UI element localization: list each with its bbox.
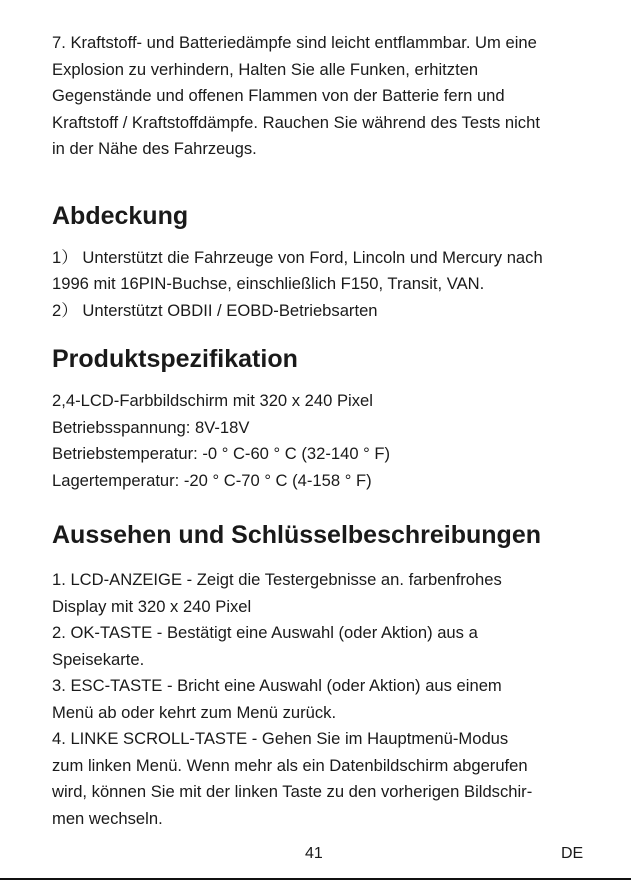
key-description-line: 4. LINKE SCROLL-TASTE - Gehen Sie im Hauptmenü-Modus: [52, 729, 509, 748]
key-description-line: 1. LCD-ANZEIGE - Zeigt die Testergebnisse an. farbenfrohes: [52, 570, 502, 589]
key-description-line: zum linken Menü. Wenn mehr als ein Datenbildschirm abgerufen: [52, 755, 528, 775]
page-footer: [0, 845, 631, 869]
safety-note-line: in der Nähe des Fahrzeugs.: [52, 139, 257, 158]
section-heading-aussehen: Aussehen und Schlüsselbeschreibungen: [52, 521, 542, 549]
safety-note-line: Gegenstände und offenen Flammen von der Batterie fern und: [52, 86, 505, 105]
spec-line: 2,4-LCD-Farbbildschirm mit 320 x 240 Pixel: [52, 391, 373, 410]
section-heading-abdeckung: Abdeckung: [52, 201, 189, 230]
abdeckung-line: 1996 mit 16PIN-Buchse, einschließlich F150, Transit, VAN.: [52, 274, 485, 293]
key-description-line: Display mit 320 x 240 Pixel: [52, 596, 252, 616]
spec-line: Betriebstemperatur: -0 ° C-60 ° C (32-140 ° F): [52, 444, 391, 463]
section-heading-produktspezifikation: Produktspezifikation: [52, 345, 298, 373]
safety-note-line: 7. Kraftstoff- und Batteriedämpfe sind leicht entflammbar. Um eine: [52, 33, 537, 52]
safety-note-line: Kraftstoff / Kraftstoffdämpfe. Rauchen Sie während des Tests nicht: [52, 112, 540, 132]
safety-note-line: Explosion zu verhindern, Halten Sie alle Funken, erhitzten: [52, 59, 479, 79]
safety-note-paragraph: [52, 30, 592, 163]
produktspezifikation-list: [52, 388, 592, 494]
key-description-line: 3. ESC-TASTE - Bricht eine Auswahl (oder Aktion) aus einem: [52, 676, 502, 695]
aussehen-list: [52, 567, 592, 832]
key-description-line: men wechseln.: [52, 808, 163, 828]
key-description-line: 2. OK-TASTE - Bestätigt eine Auswahl (oder Aktion) aus a: [52, 623, 478, 642]
page-number: 41: [305, 845, 323, 862]
key-description-line: Menü ab oder kehrt zum Menü zurück.: [52, 702, 337, 722]
bottom-rule: [0, 878, 631, 880]
spec-line: Lagertemperatur: -20 ° C-70 ° C (4-158 ° F): [52, 470, 372, 490]
spec-line: Betriebsspannung: 8V-18V: [52, 417, 250, 437]
key-description-line: wird, können Sie mit der linken Taste zu den vorherigen Bildschir-: [52, 782, 533, 801]
page-content: [52, 30, 592, 832]
language-code: DE: [561, 845, 584, 862]
abdeckung-list: [52, 245, 592, 325]
abdeckung-line: 1） Unterstützt die Fahrzeuge von Ford, Lincoln und Mercury nach: [52, 247, 543, 267]
abdeckung-line: 2） Unterstützt OBDII / EOBD-Betriebsarten: [52, 300, 378, 320]
key-description-line: Speisekarte.: [52, 649, 145, 669]
